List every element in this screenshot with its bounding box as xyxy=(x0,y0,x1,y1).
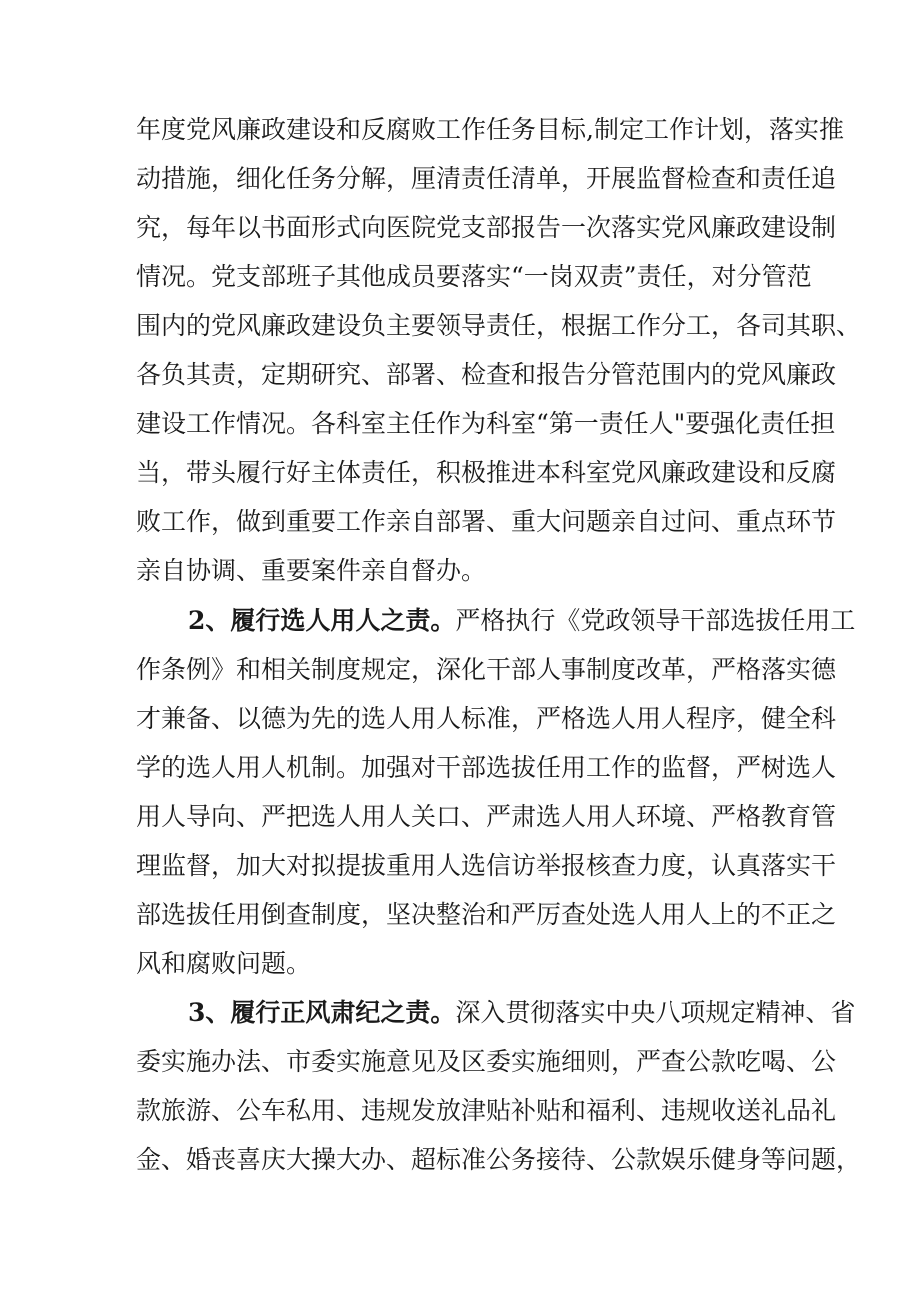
paragraph-2-line-3: 才兼备、以德为先的选人用人标准，严格选人用人程序，健全科 xyxy=(136,704,837,733)
paragraph-2 xyxy=(136,596,856,988)
paragraph-2-first-line xyxy=(136,596,856,645)
paragraph-3-first-line-text: 深入贯彻落实中央八项规定精神、省 xyxy=(455,998,856,1027)
paragraph-2-line-7: 部选拔任用倒查制度，坚决整治和严厉查处选人用人上的不正之 xyxy=(136,900,837,929)
paragraph-2-heading: 2、履行选人用人之责。 xyxy=(188,606,456,635)
paragraph-1-line-9: 败工作，做到重要工作亲自部署、重大问题亲自过问、重点环节 xyxy=(136,507,837,536)
paragraph-1-line-1: 年度党风廉政建设和反腐败工作任务目标,制定工作计划，落实推 xyxy=(136,115,844,144)
paragraph-3-heading: 3、履行正风肃纪之责。 xyxy=(188,998,456,1027)
paragraph-1-line-5: 围内的党风廉政建设负主要领导责任，根据工作分工，各司其职、 xyxy=(136,311,862,340)
paragraph-3-line-4: 金、婚丧喜庆大操大办、超标准公务接待、公款娱乐健身等问题， xyxy=(136,1145,862,1174)
paragraph-2-first-line-text: 严格执行《党政领导干部选拔任用工 xyxy=(455,606,856,635)
paragraph-1-line-6: 各负其责，定期研究、部署、检查和报告分管范围内的党风廉政 xyxy=(136,360,837,389)
paragraph-3-line-2: 委实施办法、市委实施意见及区委实施细则，严查公款吃喝、公 xyxy=(136,1047,837,1076)
paragraph-2-line-6: 理监督，加大对拟提拔重用人选信访举报核查力度，认真落实干 xyxy=(136,851,837,880)
paragraph-2-line-2: 作条例》和相关制度规定，深化干部人事制度改革，严格落实德 xyxy=(136,655,837,684)
paragraph-3-line-3: 款旅游、公车私用、违规发放津贴补贴和福利、违规收送礼品礼 xyxy=(136,1096,837,1125)
paragraph-1-line-7: 建设工作情况。各科室主任作为科室“第一责任人"要强化责任担 xyxy=(136,409,836,438)
paragraph-1 xyxy=(136,105,862,595)
paragraph-1-line-10: 亲自协调、重要案件亲自督办。 xyxy=(136,556,487,585)
paragraph-3 xyxy=(136,988,862,1184)
paragraph-1-line-2: 动措施，细化任务分解，厘清责任清单，开展监督检查和责任追 xyxy=(136,164,837,193)
paragraph-3-first-line xyxy=(136,988,856,1037)
paragraph-1-line-8: 当，带头履行好主体责任，积极推进本科室党风廉政建设和反腐 xyxy=(136,458,837,487)
paragraph-2-line-5: 用人导向、严把选人用人关口、严肃选人用人环境、严格教育管 xyxy=(136,802,837,831)
paragraph-2-line-8: 风和腐败问题。 xyxy=(136,949,312,978)
paragraph-1-line-3: 究，每年以书面形式向医院党支部报告一次落实党风廉政建设制 xyxy=(136,213,837,242)
paragraph-1-line-4: 情况。党支部班子其他成员要落实“一岗双责”责任，对分管范 xyxy=(136,262,812,291)
paragraph-2-line-4: 学的选人用人机制。加强对干部选拔任用工作的监督，严树选人 xyxy=(136,753,837,782)
